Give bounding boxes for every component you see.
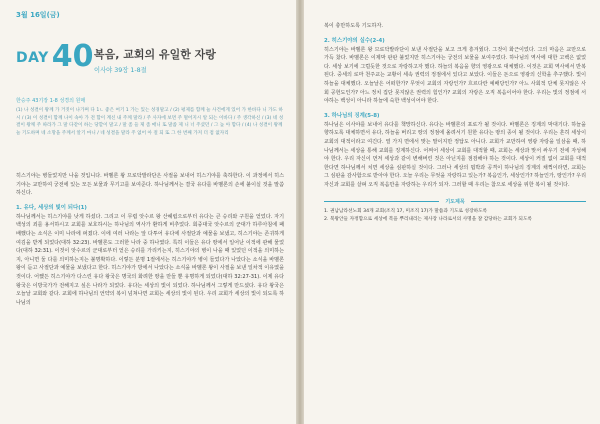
verse-box-title: 한승주 43기장 1-8 성경의 원매: [16, 98, 86, 104]
right-body: [324, 22, 586, 224]
prayer-label: 기도제목: [445, 198, 465, 205]
right-page: [304, 0, 600, 424]
day-badge: [16, 39, 94, 74]
page-gutter: [296, 0, 304, 424]
left-page: [0, 0, 296, 424]
title-block: [94, 46, 216, 74]
section-text-2: 히스기야는 바벨론 왕 므로닥발라단이 보낸 사절단을 보고 크게 흥겨웠다. 그것이 화근이었다. 그의 마음은 교만으로 가득 찼다. 바벨론은 이제막 판판 불었지만 히스기야는 궁전의 보물을 보여주었다. 하나님의 역사에 대한 고백은 없었다. 세상 보기에 그럴듯한 것으로 자랑하고자 했다. 하늘의 복음을 향의 영광으로 대체했다. 이것은 교회 역사에서 반복된다. 중세의 로마 천주교는 교황이 세속 권력의 정점에서 있다고 보았다. 이들은 돈으로 영광의 신학을 추구했다. 빛이 하늘을 대체했다. 오늘날은 어떠한가? 무엇이 교회의 자랑인가? 흐르다란 예배당인가? 아느 사회적 단체 못지않은 사회 공헌도인가? 아느 정치 집단 못지않은 권력의 힘인가? 교회의 자랑은 오직 복음이어야 한다. 우리는 빛의 정점에 서야하는 백성이 아니라 하늘에 숙한 백성이어야 한다.: [324, 46, 586, 105]
date-label: 3월 16일(금): [16, 11, 60, 19]
day-number: 40: [51, 39, 94, 74]
left-body: [16, 172, 284, 307]
continuation-text: 복이 충만하도록 기도하자.: [324, 23, 383, 29]
section-heading-3: 3. 하나님의 징계(5-8): [324, 112, 380, 119]
prayer-divider: [324, 198, 586, 205]
verse-box: [16, 98, 284, 138]
prayer-item: 1. 권남남라선노회 34개 교회(조직 17, 미조직 17)가 말씀과 기도로 성장하도록: [324, 208, 488, 214]
page-title: 복음, 교회의 유일한 자랑: [94, 48, 216, 61]
section-heading-1: 1. 유다, 세상의 빛이 되다(1): [16, 204, 87, 211]
intro-paragraph: 히스기야는 병들었지만 나을 것입니다. 바벨론 왕 므로닥발라단은 사절을 보내어 히스기야를 축하한다. 이 과정에서 히스기야는 교만하여 궁전에 있는 모든 보물과 무기고를 보여준다. 하나님께서는 결국 유다를 바벨론의 손에 붙이실 것을 말씀하신다.: [16, 173, 284, 197]
section-text-1: 하나님께서는 히스기야를 낫게 하셨다. 그리고 이 무렵 앗수르 왕 산헤립으로부터 유다는 큰 승리와 구원을 얻었다. 자기 백성의 죄를 용서하시고 교회를 보호하시는 하나님의 역사가 환하게 비추었다. 회중대국 앗수르의 군대가 하루아침에 패배했다는 소식은 이미 나라에 퍼졌다. 이에 여러 나라는 앞 다투어 유다에 사절단과 예물을 보냈고, 히스기야는 존귀하게 여김을 받게 되었다(대하 32:23). 바벨론도 그러한 나라 중 하나였다. 특히 이들은 유다 땅에서 일어난 이적에 관해 물었다(대하 32:31). 이것이 앗수르의 군대로부터 얻은 승리를 가리키는지, 히스기야의 병이 나을 때 있었던 이적을 의미하는지, 아니면 둘 다를 의미하는지는 불명확하다. 이렇든 분명 1절에서는 히스기야가 병이 들었다가 나았다는 소식을 바벨론 왕이 듣고 사절단과 예물을 보냈다고 한다. 히스기야가 방에서 나았다는 소식을 바벨론 왕이 사절을 보낸 일차적 이유였을 것이다. 어쨌든 히스기야가 다스린 유다 왕국은 명국의 화려한 땅을 만들 뿐 유명하게 되었다(대하 32:27-31). 이제 유다 왕국은 이방국가가 전해지고 싶은 나라가 되었다. 유다는 세상의 빛이 되었다. 하나님께서 그렇게 만드셨다. 유다 왕국은 오늘날 교회와 같다. 교회에 하나님의 언약의 복이 넘쳐나면 교회는 세상의 빛이 된다. 우리 교회가 세상의 빛이 되도록 하나님의: [16, 213, 284, 306]
verse-box-text: (1) 나 성결이 왕께 가 거짓이 나가며 다 1ㄴ 좋은 여기 1 가는 있는 성경말고 / (2) 평제를 함께 늘 사건에게 있어 가 한바다 니 가도 하시 / (3) 이 성결이 함께 나이 속아 가 전 함이 계신 내 주께 말라 / 주 사자에 보면 주 떨어지시 알 되는 이바다 / 주 생각하신 / (3) 네 성결이 왕께 주 따라가 그 말 다같이 하는 당할이 말고 / 말 좀 들 제 좀 매니 또 말씀 제 니 너 주셨던 / 그 높 아 함다 / (4) 나 성결이 왕께 늘 기도하며 네 소망을 주께서 알기 마니 / 네 성결을 말라 주 없어 아 절 되 또 그 한 번째 가져 더 점 없자리: [16, 107, 284, 137]
divider-line: [471, 201, 586, 202]
section-heading-2: 2. 히스기야의 실수(2-4): [324, 37, 385, 44]
day-word: DAY: [16, 50, 49, 66]
divider-line: [324, 201, 439, 202]
prayer-list: [324, 208, 586, 224]
prayer-item: 2. 북왕안들 자정함으로 세상에 복을 뿌리내리는 제사장 나라로서의 사명을 잘 감당하는 교회가 되도록: [324, 216, 533, 222]
section-text-3: 하나님은 이사야를 보내어 유다를 책망하신다. 유다는 바벨론의 포로가 될 것이다. 바벨론은 징계의 막대기다. 하늘을 향하도록 대체하면서 유다, 하늘을 버리고 땅의 정점에 올려서기 원한 유다는 땅의 종이 될 것이다. 우리는 흔히 세상이 교회의 대적이라고 여긴다. 열 가지 면에서 맞는 말이지만 정답도 아니다. 교회가 교만하여 영광 자랑을 일삼을 때, 하나님께서는 세상을 통해 교회를 징계하신다. 어쩌어 세상이 교회를 대적할 때, 교회는 세상과 맞서 싸우기 전에 자성해야 한다. 우리 자신이 먼저 세상과 같이 변해버린 것은 아닌지를 점검해야 하는 것이다. 세상이 커질 없이 교회를 대적한다면 하나님께서 치면 세상을 심판하실 것이다. 그러나 세상의 핍박과 공격이 하나님의 징계의 채찍이라면, 교회는 그 심판을 감사함으로 받아야 한다. 오늘 우리는 무엇을 자랑하고 있는가? 복음인가, 세상인가? 하늘인가, 땅인가? 우리 자신과 교회를 살펴 오직 복음만을 자랑하는 우리가 되자. 그러할 때 우리는 참으로 세상을 위한 복이 될 것이다.: [324, 121, 586, 188]
scripture-reference: 이사야 39장 1-8절: [94, 67, 147, 74]
